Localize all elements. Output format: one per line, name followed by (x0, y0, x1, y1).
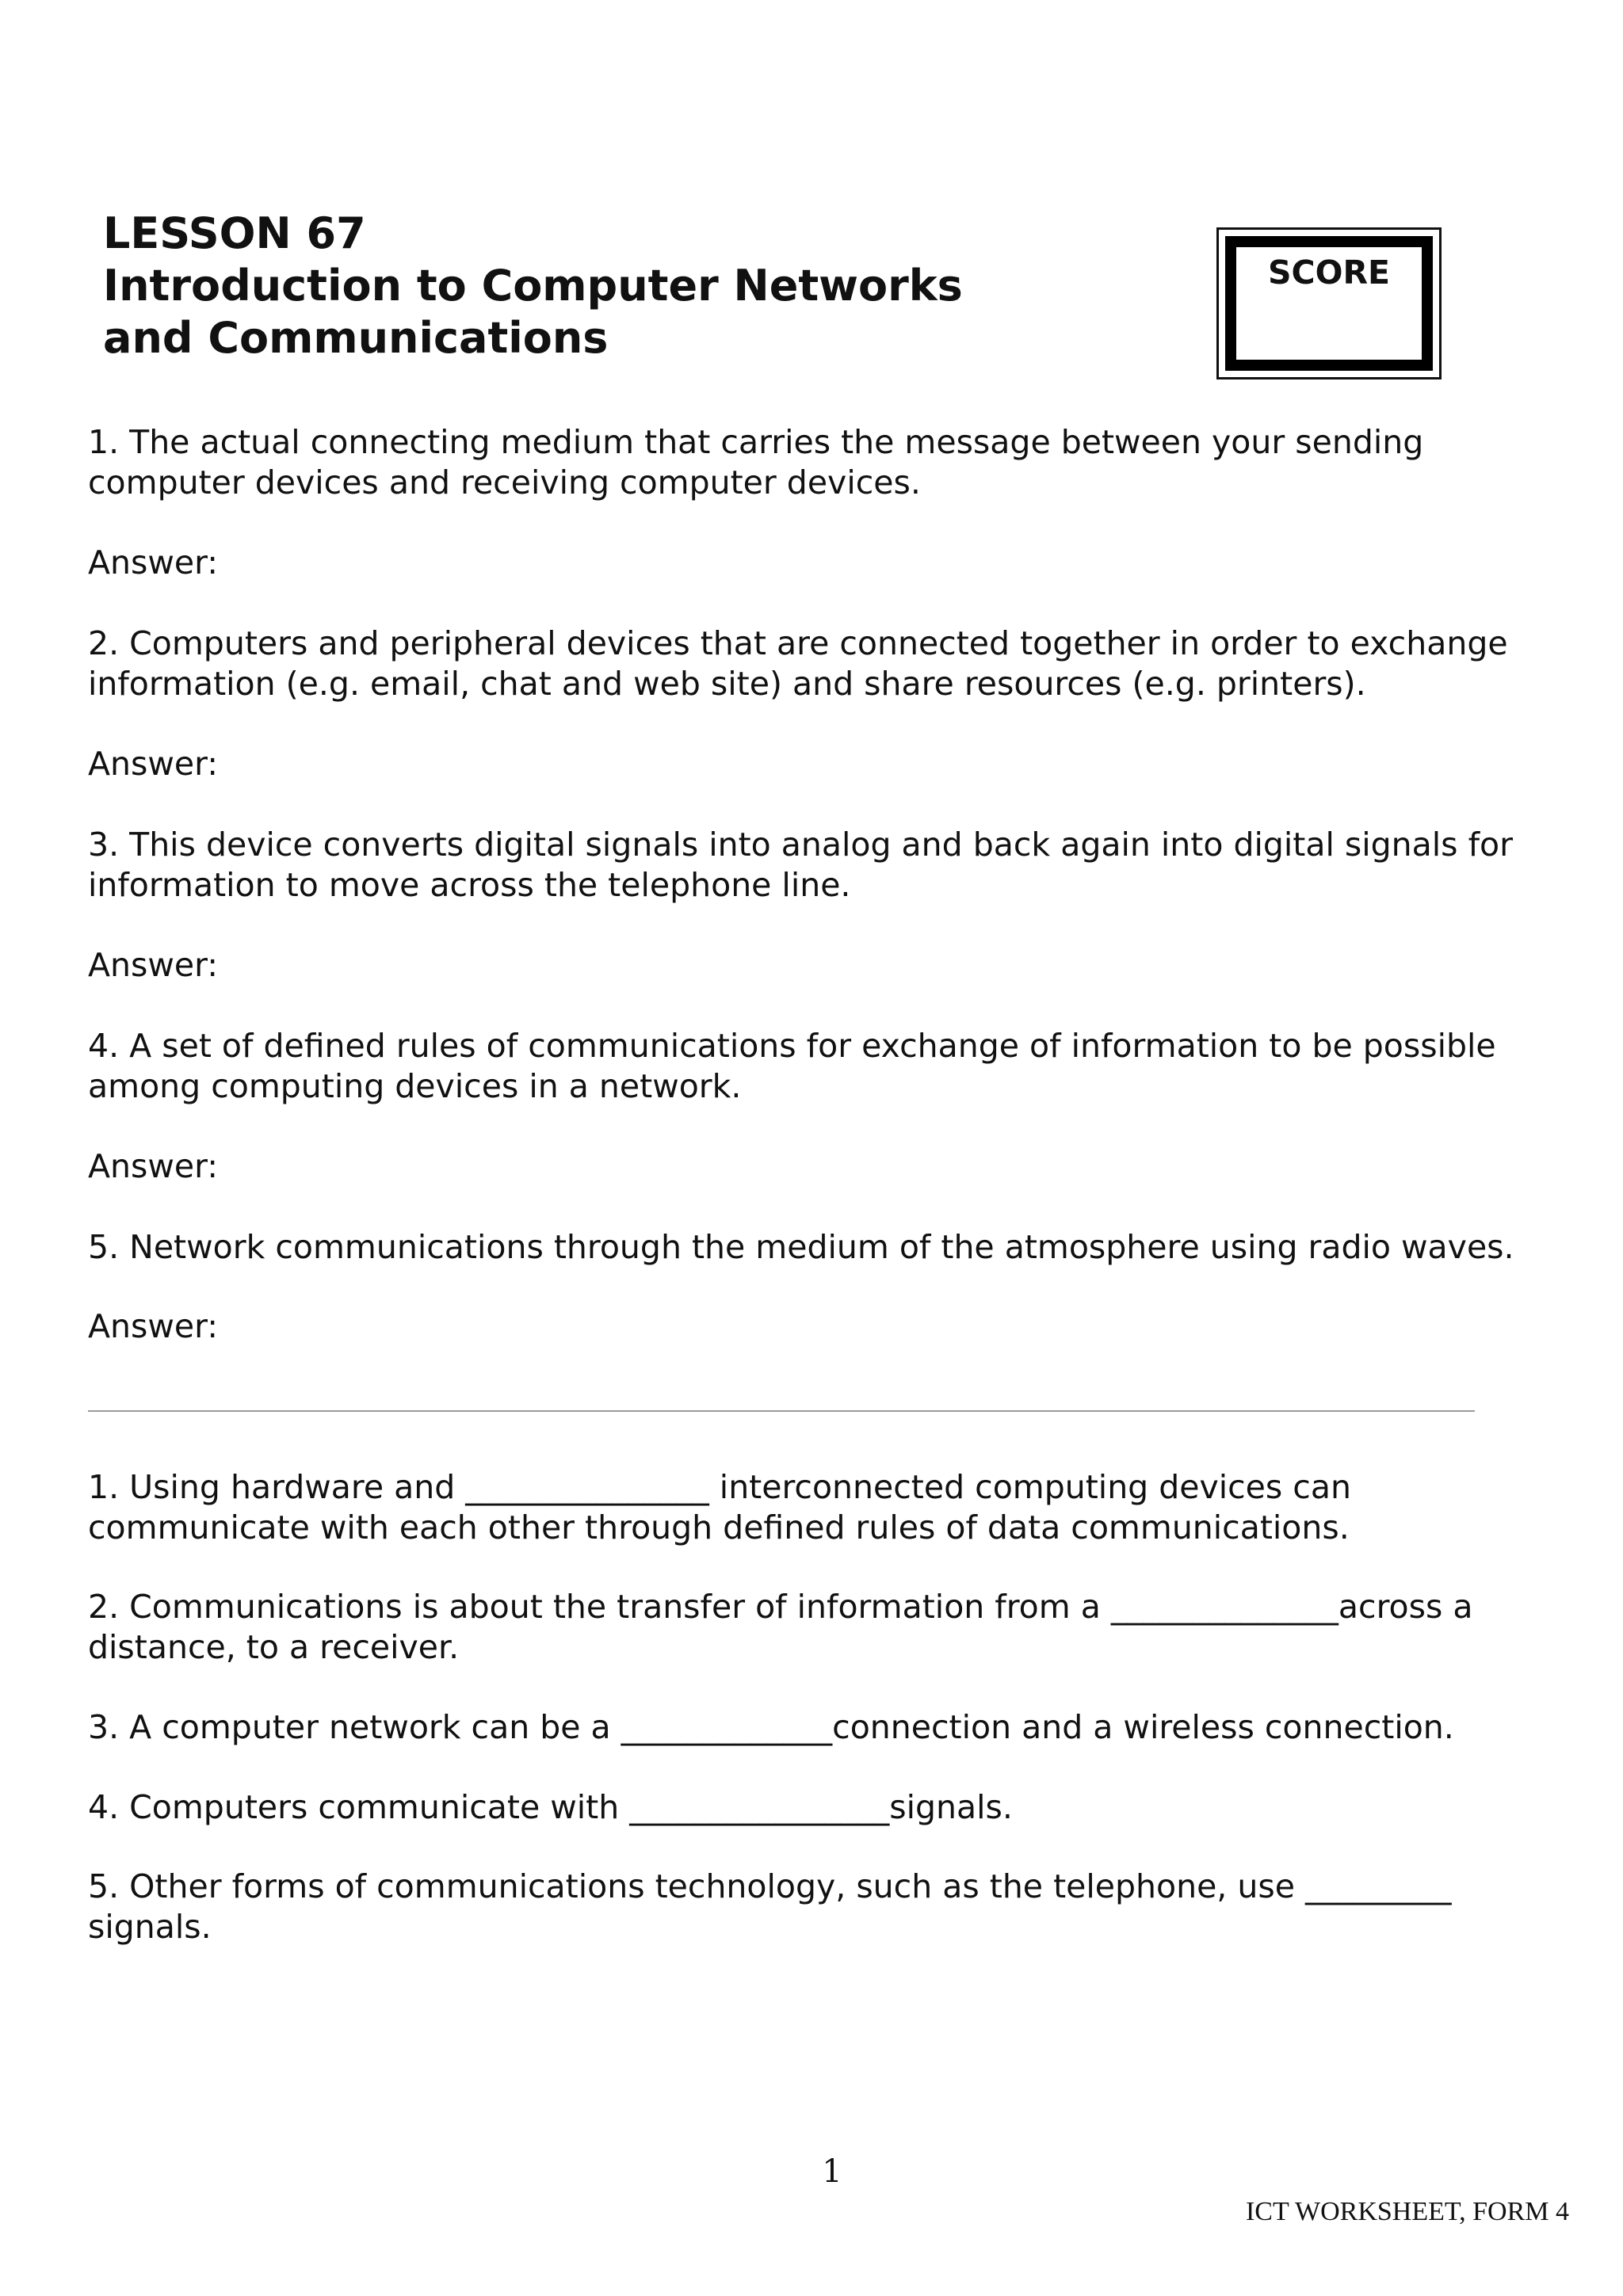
fill-blank-3 (88, 1707, 1578, 1748)
fill-blank-4-text: 4. Computers communicate with ________________signals. (88, 1788, 1013, 1826)
question-5 (88, 1227, 1578, 1268)
fill-blank-3-text: 3. A computer network can be a _____________connection and a wireless connection. (88, 1708, 1454, 1746)
question-3-text: 3. This device converts digital signals into analog and back again into digital signals for information to move across the telephone line. (88, 826, 1513, 904)
question-4-text: 4. A set of defined rules of communications for exchange of information to be possible among computing devices in a network. (88, 1027, 1496, 1105)
worksheet-title (103, 208, 1133, 364)
footer-label: ICT WORKSHEET, FORM 4 (1245, 2197, 1569, 2226)
fill-blank-1 (88, 1467, 1578, 1548)
question-2-text: 2. Computers and peripheral devices that are connected together in order to exchange information (e.g. email, chat and web site) and share resources (e.g. printers). (88, 624, 1508, 703)
score-inner-frame (1225, 236, 1433, 371)
title-line-1: Introduction to Computer Networks (103, 261, 963, 311)
title-line-2: and Communications (103, 313, 609, 363)
answer-5 (88, 1306, 1578, 1347)
question-1 (88, 422, 1578, 503)
answer-3 (88, 945, 1578, 986)
answer-2-label: Answer: (88, 745, 219, 783)
question-2 (88, 624, 1578, 704)
question-1-text: 1. The actual connecting medium that carries the message between your sending computer devices and receiving computer devices. (88, 423, 1424, 502)
answer-1 (88, 543, 1578, 583)
score-label: SCORE (1267, 254, 1391, 292)
answer-5-label: Answer: (88, 1307, 219, 1345)
score-box (1216, 227, 1442, 379)
answer-3-label: Answer: (88, 946, 219, 984)
answer-4-label: Answer: (88, 1147, 219, 1185)
fill-blank-5 (88, 1867, 1578, 1947)
answer-1-label: Answer: (88, 543, 219, 582)
lesson-number: LESSON 67 (103, 208, 366, 258)
fill-blank-2-text: 2. Communications is about the transfer of information from a ______________across a distance, to a receiver. (88, 1588, 1473, 1666)
fill-blank-5-text: 5. Other forms of communications technology, such as the telephone, use _________ signals. (88, 1867, 1452, 1946)
fill-blank-4 (88, 1787, 1578, 1828)
question-4 (88, 1026, 1578, 1107)
fill-blank-2 (88, 1587, 1578, 1668)
page-number: 1 (822, 2153, 842, 2190)
question-3 (88, 825, 1578, 906)
question-5-text: 5. Network communications through the medium of the atmosphere using radio waves. (88, 1228, 1514, 1266)
answer-4 (88, 1146, 1578, 1187)
fill-blank-1-text: 1. Using hardware and _______________ interconnected computing devices can communicate with each other through defined rules of data communications. (88, 1468, 1351, 1547)
section-divider (88, 1410, 1475, 1412)
answer-2 (88, 744, 1578, 784)
